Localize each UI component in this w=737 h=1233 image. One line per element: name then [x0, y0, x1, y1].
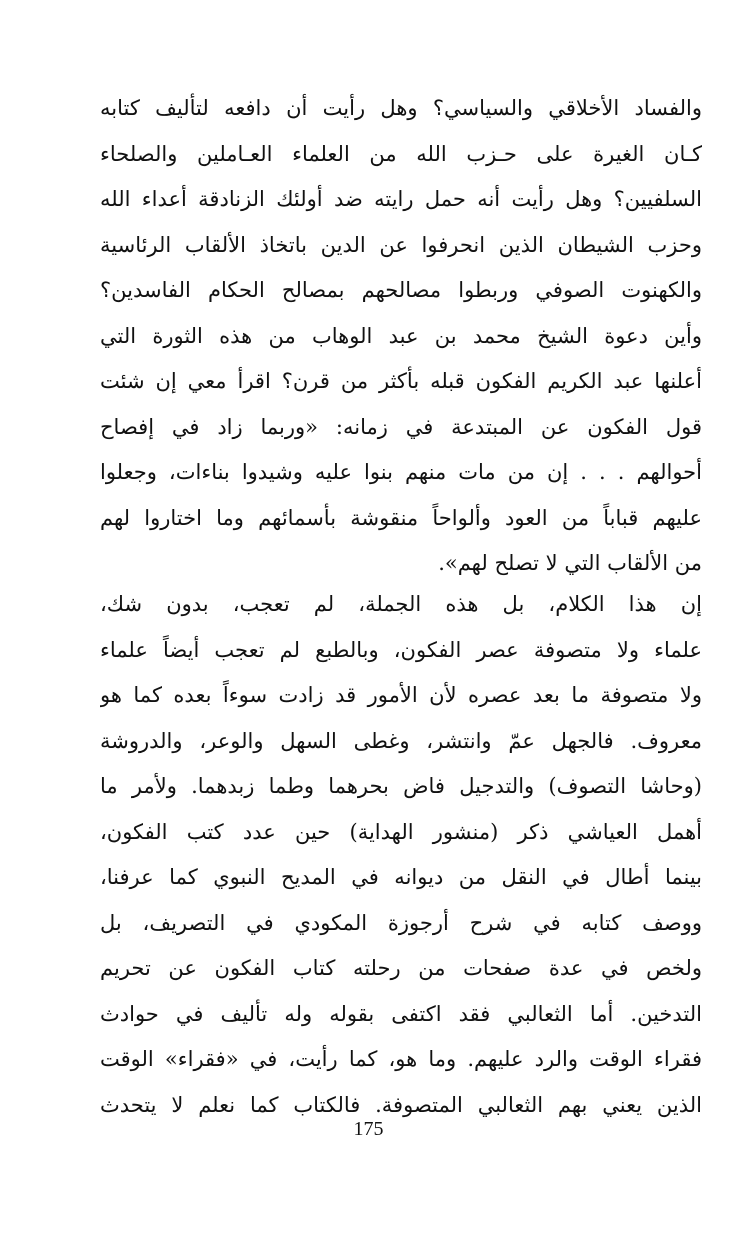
text-line: (وحاشا التصوف) والتدجيل فاض بحرهما وطما زبدهما. ولأمر ما: [100, 774, 702, 798]
text-line: معروف. فالجهل عمّ وانتشر، وغطى السهل والوعر، والدروشة: [100, 728, 702, 753]
text-line: علماء ولا متصوفة عصر الفكون، وبالطبع لم تعجب أيضاً علماء: [100, 637, 702, 662]
text-line: بينما أطال في النقل من ديوانه في المديح النبوي كما عرفنا،: [100, 865, 702, 889]
text-line: أحوالهم . . . إن من مات منهم بنوا عليه وشيدوا بناءات، وجعلوا: [100, 460, 702, 484]
text-line: والكهنوت الصوفي وربطوا مصالحهم بمصالح الحكام الفاسدين؟: [100, 278, 702, 302]
text-line: أعلنها عبد الكريم الفكون قبله بأكثر من قرن؟ اقرأ معي إن شئت: [100, 369, 702, 393]
text-line: ولخص في عدة صفحات من رحلته كتاب الفكون عن تحريم: [100, 956, 702, 980]
paragraph-2: [100, 582, 702, 1128]
text-line: والفساد الأخلاقي والسياسي؟ وهل رأيت أن دافعه لتأليف كتابه: [100, 96, 702, 120]
text-line: من الألقاب التي لا تصلح لهم».: [438, 551, 702, 575]
text-line: إن هذا الكلام، بل هذه الجملة، لم تعجب، بدون شك،: [100, 592, 702, 616]
text-line: التدخين. أما الثعالبي فقد اكتفى بقوله وله تأليف في حوادث: [100, 1001, 702, 1026]
text-line: الذين يعني بهم الثعالبي المتصوفة. فالكتاب كما نعلم لا يتحدث: [100, 1092, 702, 1117]
text-line: السلفيين؟ وهل رأيت أنه حمل رايته ضد أولئك الزنادقة أعداء الله: [100, 187, 702, 211]
text-line: فقراء الوقت والرد عليهم. وما هو، كما رأيت، في «فقراء» الوقت: [100, 1047, 702, 1071]
text-line: كـان الغيرة على حـزب الله من العلماء العـاملين والصلحاء: [100, 141, 702, 166]
text-line: عليهم قباباً من العود وألواحاً منقوشة بأسمائهم وما اختاروا لهم: [100, 505, 702, 530]
text-line: ووصف كتابه في شرح أرجوزة المكودي في التصريف، بل: [100, 910, 702, 935]
text-line: وأين دعوة الشيخ محمد بن عبد الوهاب من هذه الثورة التي: [100, 323, 702, 348]
paragraph-1: [100, 86, 702, 587]
text-line: أهمل العياشي ذكر (منشور الهداية) حين عدد كتب الفكون،: [100, 819, 702, 844]
text-line: قول الفكون عن المبتدعة في زمانه: «وربما زاد في إفصاح: [100, 414, 702, 439]
text-line: وحزب الشيطان الذين انحرفوا عن الدين باتخاذ الألقاب الرئاسية: [100, 232, 702, 257]
text-line: ولا متصوفة ما بعد عصره لأن الأمور قد زادت سوءاً بعده كما هو: [100, 683, 702, 707]
page-number: 175: [353, 1118, 384, 1140]
